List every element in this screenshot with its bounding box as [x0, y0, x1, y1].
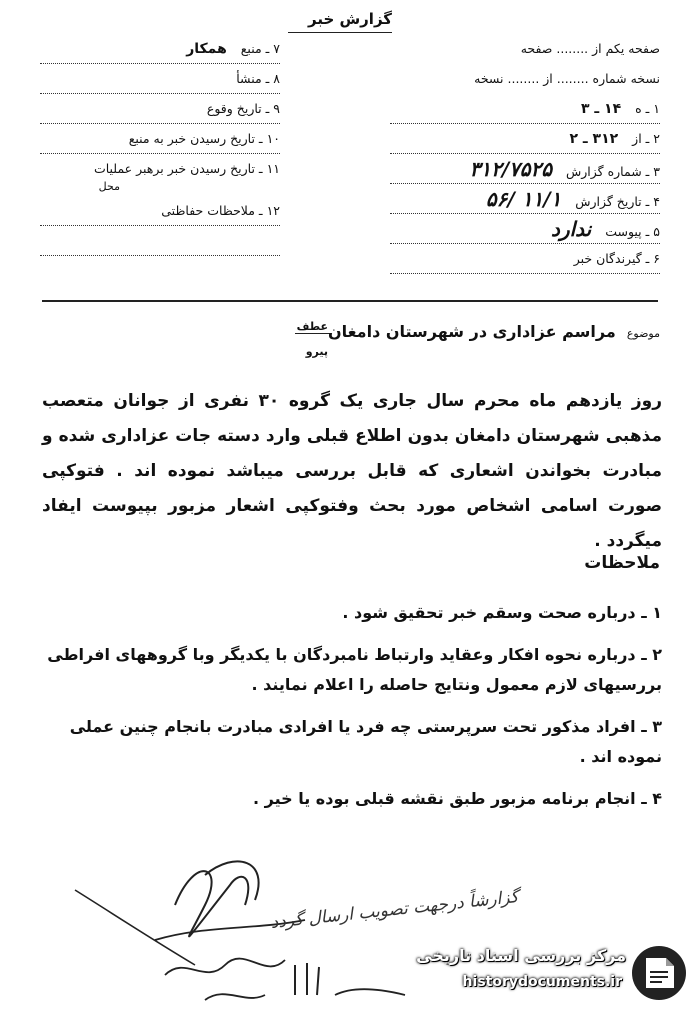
field-value: ۳۱۲ ـ ۲ — [569, 131, 619, 147]
field-label: ۵ ـ پیوست — [605, 224, 660, 239]
attachment-handwritten: ندارد — [551, 217, 592, 241]
header-fields-left — [40, 38, 280, 260]
field-label: ۱ ـ ه — [635, 101, 660, 116]
annotation-atf: عطف — [296, 320, 328, 333]
field-row — [390, 218, 660, 248]
dotted-line — [40, 93, 280, 94]
watermark-name: مرکز بررسی اسناد تاریخی — [416, 946, 626, 965]
header-fields-right — [390, 38, 660, 278]
remarks-heading: ملاحظات — [584, 553, 660, 573]
field-value: ۱۴ ـ ۳ — [580, 101, 622, 117]
field-row — [40, 158, 280, 193]
field-label: ۱۲ ـ ملاحظات حفاظتی — [161, 203, 280, 218]
title-underline — [288, 32, 392, 33]
document-fold-icon — [630, 944, 688, 1002]
field-row — [390, 158, 660, 188]
dotted-line — [390, 123, 660, 124]
annotation-peyro: پیرو — [305, 345, 328, 358]
subject-text: مراسم عزاداری در شهرستان دامغان — [327, 322, 616, 341]
field-row — [40, 200, 280, 230]
dotted-line — [390, 273, 660, 274]
watermark-url: historydocuments.ir — [462, 974, 622, 990]
report-paragraph: روز یازدهم ماه محرم سال جاری یک گروه ۳۰ نفری از جوانان متعصب مذهبی شهرستان دامغان بدون اطلاع قبلی وارد دسته جات عزاداری شده و مبادرت بخواندن اشعاری که قابل بررسی میباشد نموده اند . فتوکپی صورت اسامی اشخاص مورد بحث وفتوکپی اشعار مزبور بپیوست ایفاد میگردد . — [42, 391, 662, 551]
report-body — [42, 384, 662, 559]
field-label: ۶ ـ گیرندگان خبر — [573, 251, 660, 266]
remark-item: ۱ ـ درباره صحت وسقم خبر تحقیق شود . — [342, 603, 662, 622]
field-label: ۴ ـ تاریخ گزارش — [575, 194, 660, 209]
field-label: ۱۰ ـ تاریخ رسیدن خبر به منبع — [128, 131, 280, 146]
dotted-line — [40, 255, 280, 256]
field-row — [390, 128, 660, 158]
report-date-handwritten: ۱۱/۱ /۵۶ — [485, 187, 562, 211]
field-label: ۷ ـ منبع — [240, 41, 280, 56]
dotted-line — [390, 153, 660, 154]
report-number-handwritten: ۳۱۲/۷۵۲۵ — [469, 157, 552, 181]
field-row — [40, 38, 280, 68]
dotted-line — [390, 243, 660, 244]
field-row — [40, 68, 280, 98]
field-row — [40, 128, 280, 158]
field-row — [40, 98, 280, 128]
location-label: محل — [98, 180, 120, 193]
remark-item: ۳ ـ افراد مذکور تحت سرپرستی چه فرد یا افرادی مبادرت بانجام چنین عملی نموده اند . — [69, 717, 662, 766]
field-row — [390, 248, 660, 278]
watermark — [414, 942, 694, 1004]
field-label: ۳ ـ شماره گزارش — [565, 164, 660, 179]
subject-line — [328, 322, 660, 341]
field-label: ۸ ـ منشأ — [236, 71, 280, 86]
field-row — [390, 68, 660, 98]
field-row — [390, 98, 660, 128]
dotted-line — [40, 225, 280, 226]
dotted-line — [40, 123, 280, 124]
handwritten-note: گزارشاً درجهت تصویب ارسال گردد — [269, 887, 520, 933]
subject-label: موضوع — [626, 327, 660, 340]
dotted-line — [390, 183, 660, 184]
form-title: گزارش خبر — [307, 10, 393, 28]
field-label: ۹ ـ تاریخ وقوع — [206, 101, 280, 116]
source-value: همکار — [186, 41, 227, 57]
field-row — [40, 230, 280, 260]
remark-item: ۲ ـ درباره نحوه افکار وعقاید وارتباط نامبردگان با یکدیگر وبا گروههای افراطی بررسیهای لازم معمول ونتایج حاصله را اعلام نمایند . — [47, 645, 662, 694]
header-divider — [42, 300, 658, 302]
field-row — [390, 188, 660, 218]
field-row — [390, 38, 660, 68]
field-label: صفحه یکم از ........ صفحه — [520, 41, 660, 56]
remarks-list — [42, 598, 662, 826]
dotted-line — [390, 213, 660, 214]
field-label: ۱۱ ـ تاریخ رسیدن خبر برهبر عملیات — [93, 161, 280, 176]
dotted-line — [40, 63, 280, 64]
field-label: ۲ ـ از — [632, 131, 660, 146]
field-label: نسخه شماره ........ از ........ نسخه — [474, 71, 660, 86]
remark-item: ۴ ـ انجام برنامه مزبور طبق نقشه قبلی بوده یا خیر . — [252, 789, 662, 808]
dotted-line — [40, 153, 280, 154]
